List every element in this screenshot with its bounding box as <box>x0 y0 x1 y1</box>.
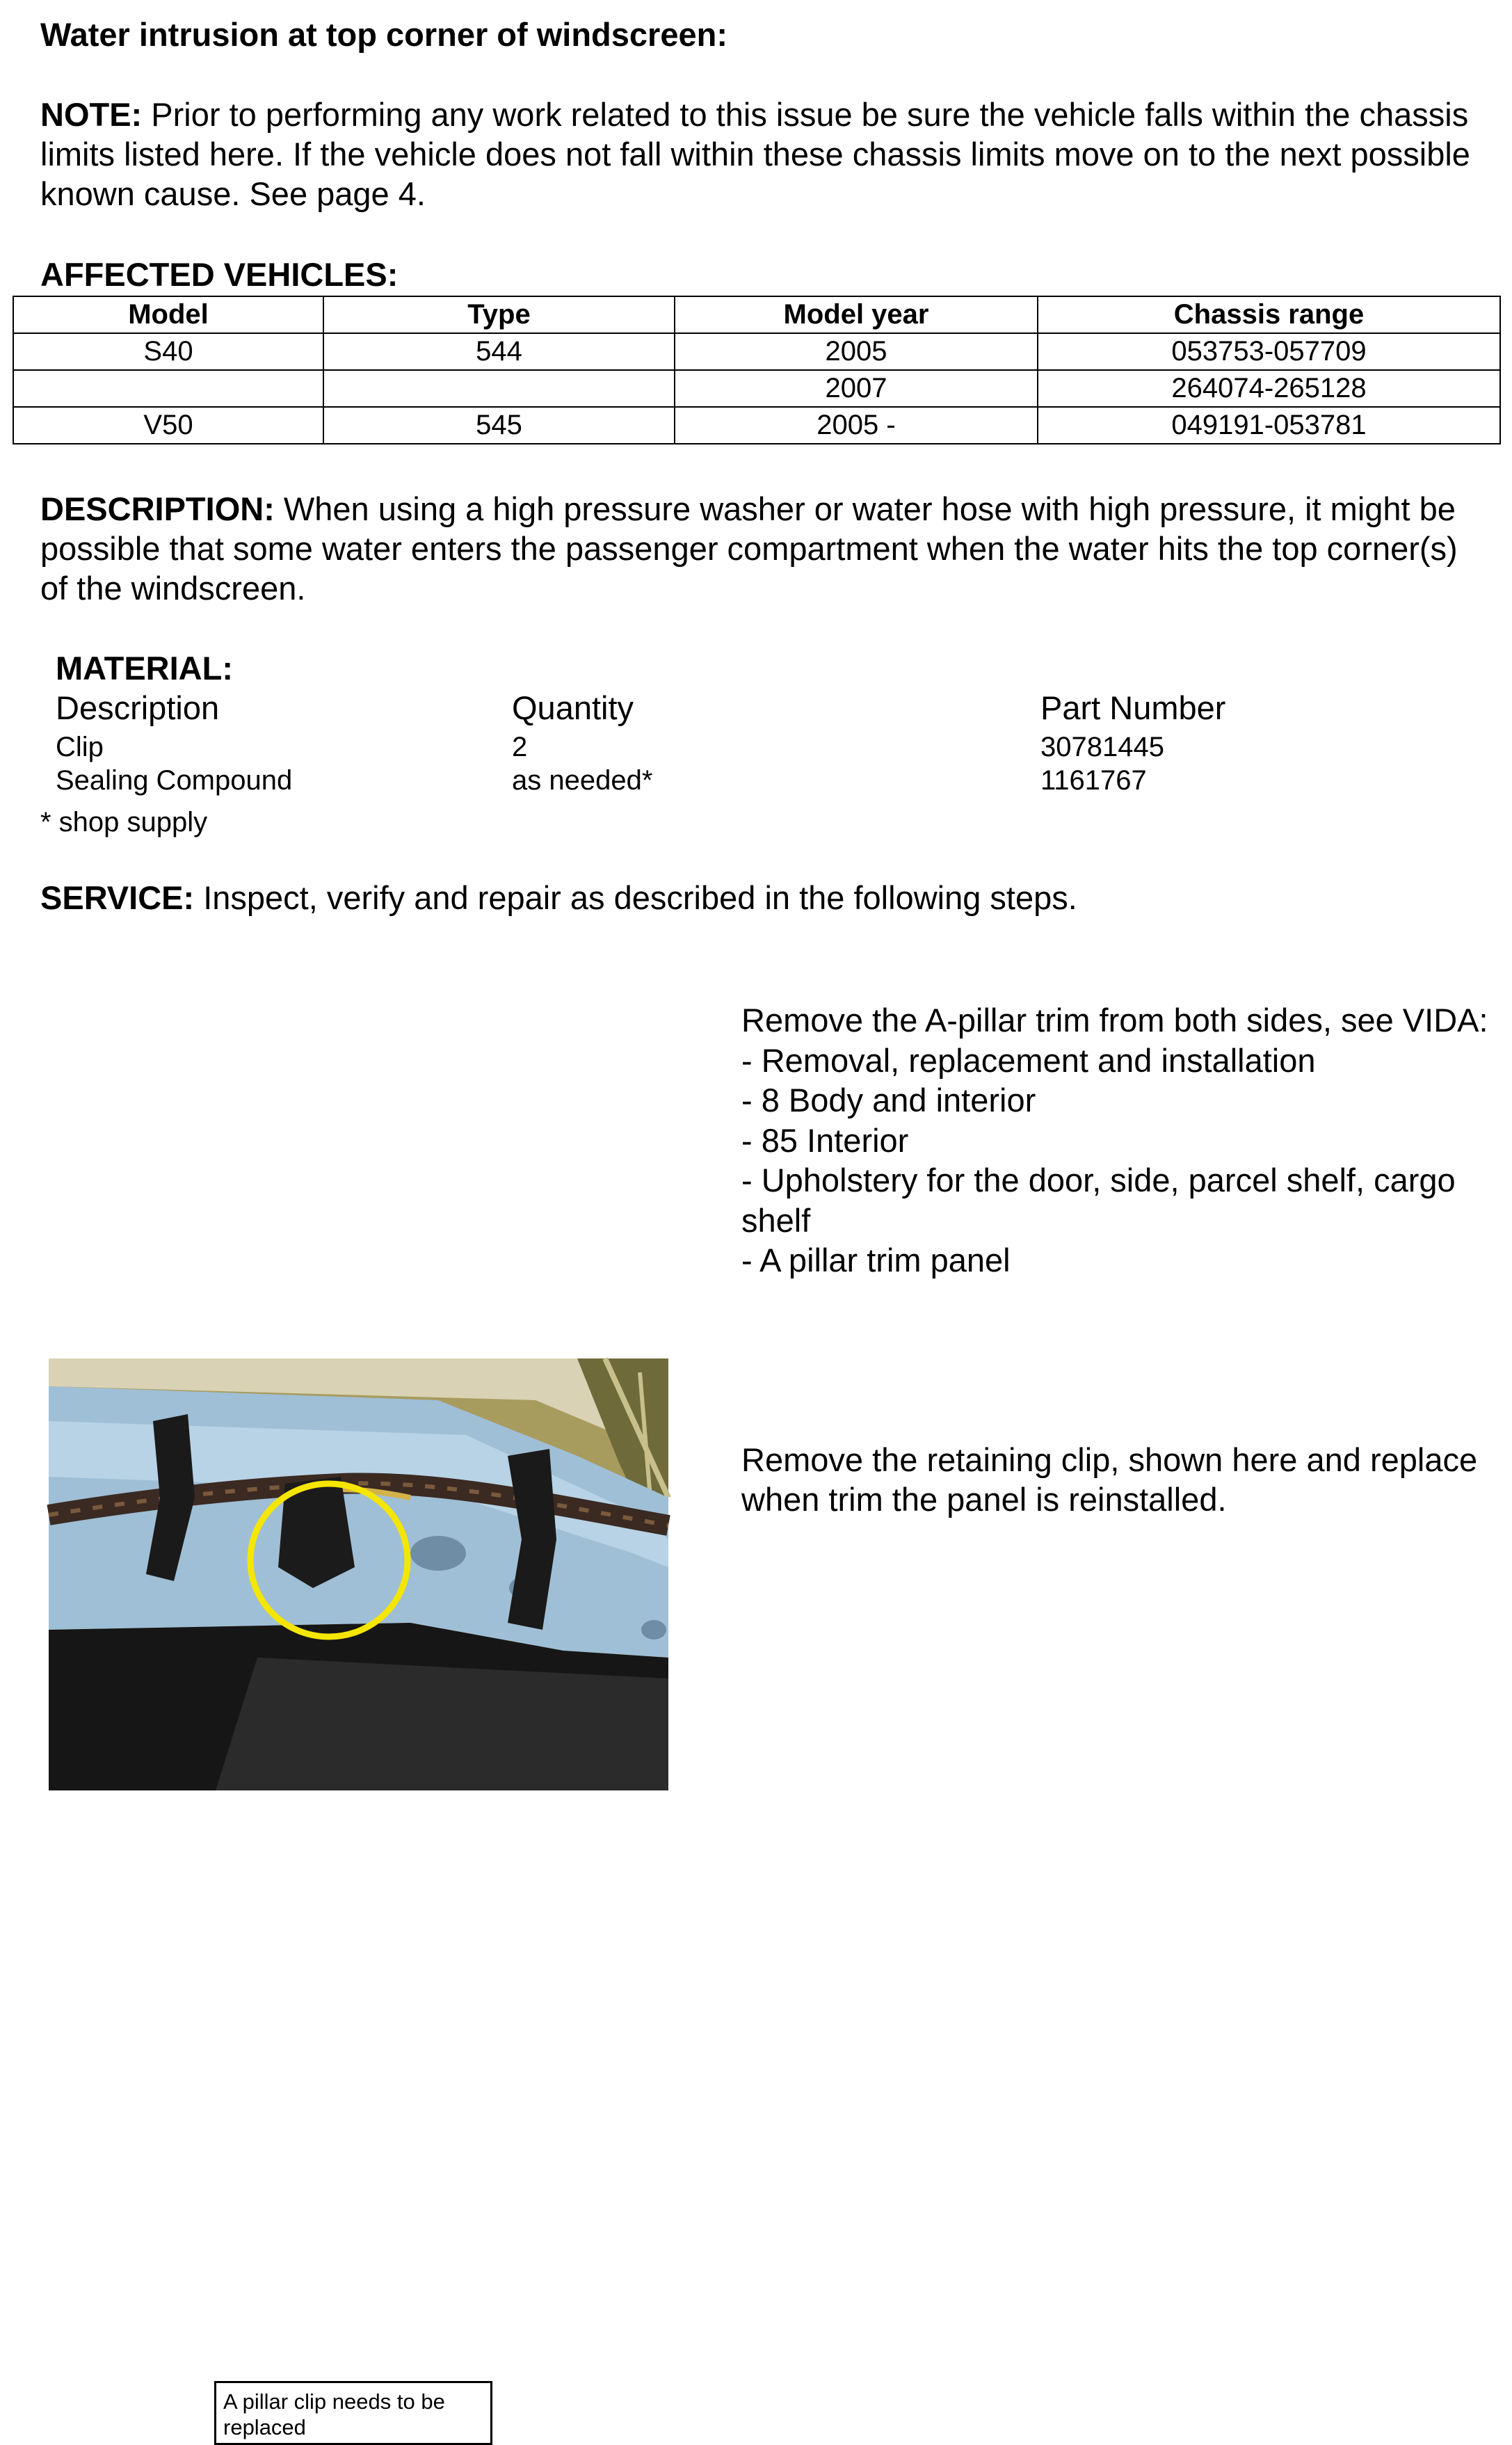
material-item-description: Clip <box>56 732 104 762</box>
service-text: Inspect, verify and repair as described in the following steps. <box>194 879 1077 916</box>
step-remove-clip: Remove the retaining clip, shown here and replace when trim the panel is reinstalled. <box>741 1441 1478 1518</box>
service-label: SERVICE: <box>40 879 195 916</box>
description-label: DESCRIPTION: <box>40 490 275 527</box>
step-line: - Upholstery for the door, side, parcel shelf, cargo shelf <box>741 1162 1456 1239</box>
step-remove-trim <box>741 1000 1499 1281</box>
step-line: - Removal, replacement and installation <box>741 1041 1316 1079</box>
note-label: NOTE: <box>40 96 143 133</box>
cell-model-year: 2005 <box>675 333 1038 370</box>
cell-chassis-range: 049191-053781 <box>1038 407 1500 444</box>
table-row <box>13 333 1500 370</box>
column-header-model: Model <box>13 296 323 333</box>
step-line: - A pillar trim panel <box>741 1242 1011 1278</box>
material-column-description: Description <box>56 689 220 726</box>
cell-model: V50 <box>13 407 323 444</box>
material-item-description: Sealing Compound <box>56 765 293 796</box>
a-pillar-photo <box>49 1358 668 2439</box>
cell-type <box>323 370 675 407</box>
page-title: Water intrusion at top corner of windscreen: <box>40 16 727 53</box>
material-column-quantity: Quantity <box>512 689 634 726</box>
table-header-row <box>13 296 1500 333</box>
column-header-model-year: Model year <box>675 296 1038 333</box>
note-paragraph <box>40 95 1487 214</box>
cell-type: 544 <box>323 333 675 370</box>
cell-model <box>13 370 323 407</box>
cell-chassis-range: 264074-265128 <box>1038 370 1500 407</box>
description-paragraph <box>40 489 1487 608</box>
column-header-type: Type <box>323 296 675 333</box>
a-pillar-photo-illustration <box>49 1358 668 1790</box>
table-row <box>13 370 1500 407</box>
step-line: Remove the A-pillar trim from both sides, see VIDA: <box>741 1002 1488 1039</box>
cell-chassis-range: 053753-057709 <box>1038 333 1500 370</box>
affected-vehicles-table <box>13 296 1501 444</box>
description-text: When using a high pressure washer or water hose with high pressure, it might be possible that some water enters the passenger compartment when the water hits the top corner(s) of the windscreen. <box>40 490 1458 607</box>
service-paragraph <box>40 878 1487 917</box>
column-header-chassis-range: Chassis range <box>1038 296 1500 333</box>
material-column-part-number: Part Number <box>1040 689 1226 726</box>
cell-type: 545 <box>323 407 675 444</box>
material-item-quantity: 2 <box>512 732 528 762</box>
step-line: - 8 Body and interior <box>741 1082 1036 1119</box>
material-item-quantity: as needed* <box>512 765 653 796</box>
cell-model-year: 2007 <box>675 370 1038 407</box>
material-item-part-number: 30781445 <box>1040 732 1164 762</box>
note-text: Prior to performing any work related to this issue be sure the vehicle falls within the chassis limits listed here. If the vehicle does not fall within these chassis limits move on to the next possible known cause. See page 4. <box>40 96 1470 212</box>
cell-model-year: 2005 - <box>675 407 1038 444</box>
photo-caption: A pillar clip needs to be replaced <box>214 2381 492 2445</box>
material-item-part-number: 1161767 <box>1040 765 1147 796</box>
table-row <box>13 407 1500 444</box>
material-footnote: * shop supply <box>40 807 208 837</box>
material-heading: MATERIAL: <box>56 650 233 687</box>
step-line: - 85 Interior <box>741 1121 909 1159</box>
cell-model: S40 <box>13 333 323 370</box>
affected-vehicles-heading: AFFECTED VEHICLES: <box>40 256 399 293</box>
